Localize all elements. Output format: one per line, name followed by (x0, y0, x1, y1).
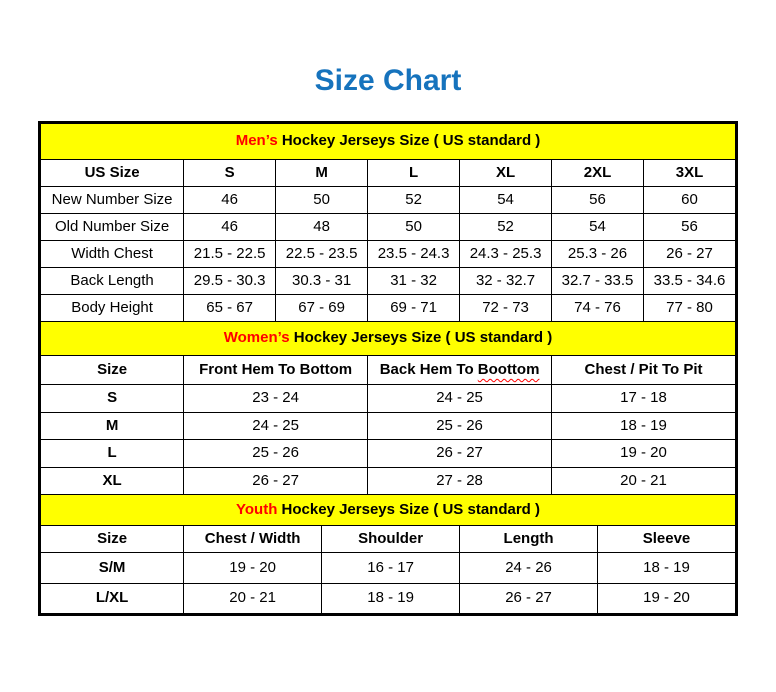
table-cell: 77 - 80 (644, 295, 736, 322)
banner-text-mens: Hockey Jerseys Size ( US standard ) (277, 132, 541, 150)
table-cell: 56 (552, 187, 644, 214)
table-row (41, 385, 736, 413)
table-row (41, 553, 736, 584)
table-row (41, 583, 736, 614)
column-header: US Size (41, 160, 184, 187)
column-header: XL (460, 160, 552, 187)
row-label: Back Length (41, 268, 184, 295)
table-cell: 25 - 26 (184, 440, 368, 468)
row-label: L/XL (41, 583, 184, 614)
table-cell: 25 - 26 (368, 412, 552, 440)
row-label: Body Height (41, 295, 184, 322)
table-cell: 26 - 27 (460, 583, 598, 614)
table-cell: 24 - 26 (460, 553, 598, 584)
column-header: Shoulder (322, 526, 460, 553)
column-header: S (184, 160, 276, 187)
column-header: 3XL (644, 160, 736, 187)
banner-highlight-youth: Youth (236, 500, 278, 518)
table-cell: 24 - 25 (368, 385, 552, 413)
header-row-womens (41, 356, 736, 385)
table-cell: 46 (184, 214, 276, 241)
column-header: Chest / Pit To Pit (552, 356, 736, 385)
row-label: S (41, 385, 184, 413)
table-cell: 31 - 32 (368, 268, 460, 295)
column-header: Back Hem To Boottom (368, 356, 552, 385)
table-cell: 32 - 32.7 (460, 268, 552, 295)
table-cell: 25.3 - 26 (552, 241, 644, 268)
row-label: Old Number Size (41, 214, 184, 241)
table-cell: 18 - 19 (598, 553, 736, 584)
column-header: L (368, 160, 460, 187)
table-cell: 33.5 - 34.6 (644, 268, 736, 295)
table-row (41, 214, 736, 241)
section-banner-row-womens (41, 322, 736, 356)
banner-text-womens: Hockey Jerseys Size ( US standard ) (289, 329, 553, 347)
table-cell: 69 - 71 (368, 295, 460, 322)
table-cell: 48 (276, 214, 368, 241)
section-banner-mens (41, 124, 736, 160)
size-table-youth (40, 494, 736, 614)
table-cell: 18 - 19 (322, 583, 460, 614)
size-table-womens (40, 321, 736, 495)
table-cell: 19 - 20 (184, 553, 322, 584)
table-cell: 26 - 27 (184, 467, 368, 495)
table-cell: 24.3 - 25.3 (460, 241, 552, 268)
table-row (41, 295, 736, 322)
table-cell: 26 - 27 (644, 241, 736, 268)
row-label: M (41, 412, 184, 440)
column-header: Length (460, 526, 598, 553)
table-cell: 72 - 73 (460, 295, 552, 322)
table-cell: 22.5 - 23.5 (276, 241, 368, 268)
table-cell: 52 (368, 187, 460, 214)
table-row (41, 241, 736, 268)
section-banner-row-youth (41, 495, 736, 526)
table-cell: 65 - 67 (184, 295, 276, 322)
table-cell: 29.5 - 30.3 (184, 268, 276, 295)
table-cell: 27 - 28 (368, 467, 552, 495)
table-cell: 24 - 25 (184, 412, 368, 440)
size-chart-table-group (38, 121, 738, 616)
column-header: M (276, 160, 368, 187)
column-header: Size (41, 356, 184, 385)
column-header: Front Hem To Bottom (184, 356, 368, 385)
banner-text-youth: Hockey Jerseys Size ( US standard ) (277, 500, 540, 518)
table-row (41, 187, 736, 214)
table-cell: 19 - 20 (552, 440, 736, 468)
table-cell: 54 (552, 214, 644, 241)
table-cell: 52 (460, 214, 552, 241)
column-header: 2XL (552, 160, 644, 187)
table-cell: 19 - 20 (598, 583, 736, 614)
table-row (41, 440, 736, 468)
table-cell: 20 - 21 (184, 583, 322, 614)
table-cell: 23 - 24 (184, 385, 368, 413)
table-cell: 54 (460, 187, 552, 214)
column-header: Chest / Width (184, 526, 322, 553)
table-row (41, 467, 736, 495)
page-title: Size Chart (314, 64, 462, 97)
banner-highlight-mens: Men’s (235, 132, 278, 150)
misspelled-word: Boottom (477, 360, 540, 378)
table-cell: 32.7 - 33.5 (552, 268, 644, 295)
table-cell: 74 - 76 (552, 295, 644, 322)
row-label: XL (41, 467, 184, 495)
table-row (41, 412, 736, 440)
table-cell: 16 - 17 (322, 553, 460, 584)
header-row-youth (41, 526, 736, 553)
table-cell: 21.5 - 22.5 (184, 241, 276, 268)
column-header: Sleeve (598, 526, 736, 553)
table-cell: 67 - 69 (276, 295, 368, 322)
size-table-mens (40, 123, 736, 322)
table-cell: 46 (184, 187, 276, 214)
row-label: S/M (41, 553, 184, 584)
banner-highlight-womens: Women’s (223, 329, 290, 347)
table-row (41, 268, 736, 295)
header-row-mens (41, 160, 736, 187)
row-label: Width Chest (41, 241, 184, 268)
table-cell: 23.5 - 24.3 (368, 241, 460, 268)
section-banner-row-mens (41, 124, 736, 160)
table-cell: 26 - 27 (368, 440, 552, 468)
section-banner-womens (41, 322, 736, 356)
table-cell: 56 (644, 214, 736, 241)
column-header: Size (41, 526, 184, 553)
table-cell: 30.3 - 31 (276, 268, 368, 295)
row-label: L (41, 440, 184, 468)
table-cell: 60 (644, 187, 736, 214)
table-cell: 50 (276, 187, 368, 214)
row-label: New Number Size (41, 187, 184, 214)
table-cell: 18 - 19 (552, 412, 736, 440)
table-cell: 50 (368, 214, 460, 241)
section-banner-youth (41, 495, 736, 526)
table-cell: 17 - 18 (552, 385, 736, 413)
table-cell: 20 - 21 (552, 467, 736, 495)
